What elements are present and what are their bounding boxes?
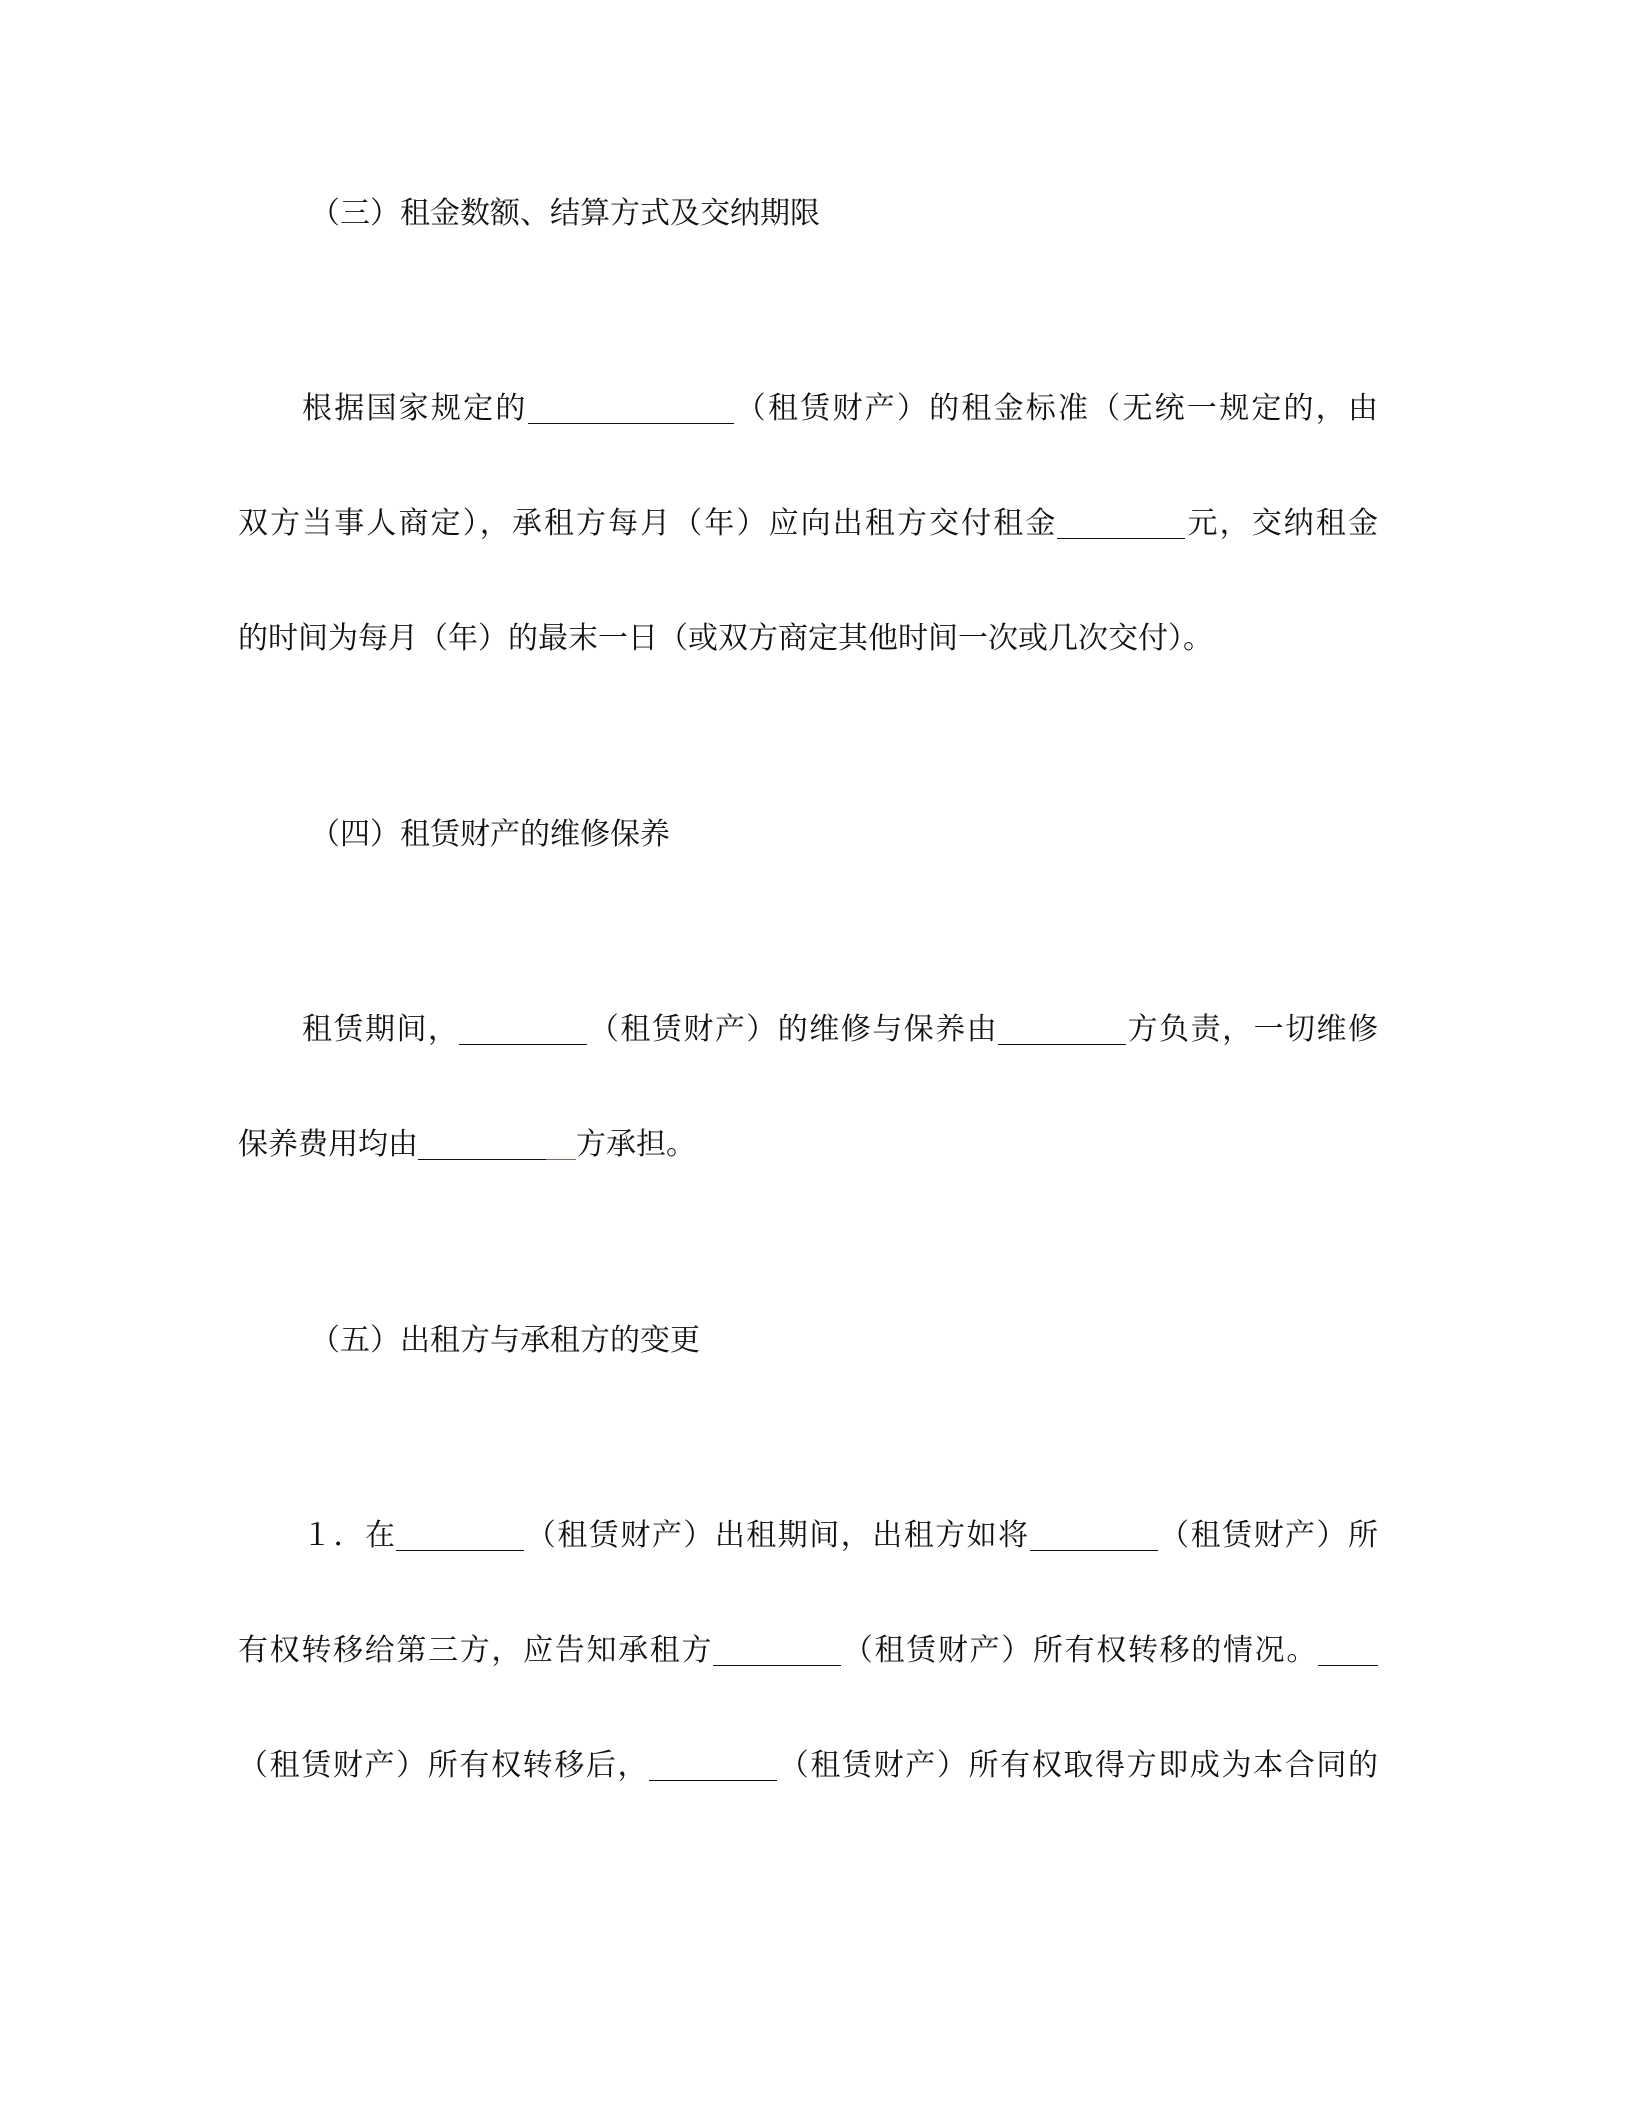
blank-field xyxy=(998,1016,1126,1045)
blank-field xyxy=(649,1752,777,1781)
blank-field xyxy=(528,395,734,424)
blank-field xyxy=(1318,1637,1378,1666)
blank-field xyxy=(713,1637,841,1666)
section-3-paragraph-line-1: 根据国家规定的 （租赁财产）的租金标准（无统一规定的，由 xyxy=(302,391,1379,426)
section-4-heading: （四）租赁财产的维修保养 xyxy=(310,817,670,852)
section-4-paragraph-line-1: 租赁期间， （租赁财产）的维修与保养由 方负责，一切维修 xyxy=(302,1012,1379,1047)
blank-field xyxy=(418,1131,546,1160)
blank-field xyxy=(396,1522,524,1551)
section-3-paragraph-line-3: 的时间为每月（年）的最末一日（或双方商定其他时间一次或几次交付）。 xyxy=(238,621,1213,656)
section-5-paragraph-line-1: １．在 （租赁财产）出租期间，出租方如将 （租赁财产）所 xyxy=(302,1518,1379,1553)
blank-field xyxy=(1057,510,1185,539)
section-5-paragraph-line-3: （租赁财产）所有权转移后， （租赁财产）所有权取得方即成为本合同的 xyxy=(238,1748,1378,1783)
blank-field xyxy=(1030,1522,1158,1551)
section-5-heading: （五）出租方与承租方的变更 xyxy=(310,1323,700,1358)
blank-field xyxy=(546,1131,576,1160)
section-5-paragraph-line-2: 有权转移给第三方，应告知承租方 （租赁财产）所有权转移的情况。 xyxy=(238,1631,1378,1671)
section-4-paragraph-line-2: 保养费用均由 方承担。 xyxy=(238,1127,696,1162)
section-3-paragraph-line-2: 双方当事人商定），承租方每月（年）应向出租方交付租金 元，交纳租金 xyxy=(238,506,1378,541)
blank-field xyxy=(459,1016,587,1045)
section-3-heading: （三）租金数额、结算方式及交纳期限 xyxy=(310,196,820,231)
